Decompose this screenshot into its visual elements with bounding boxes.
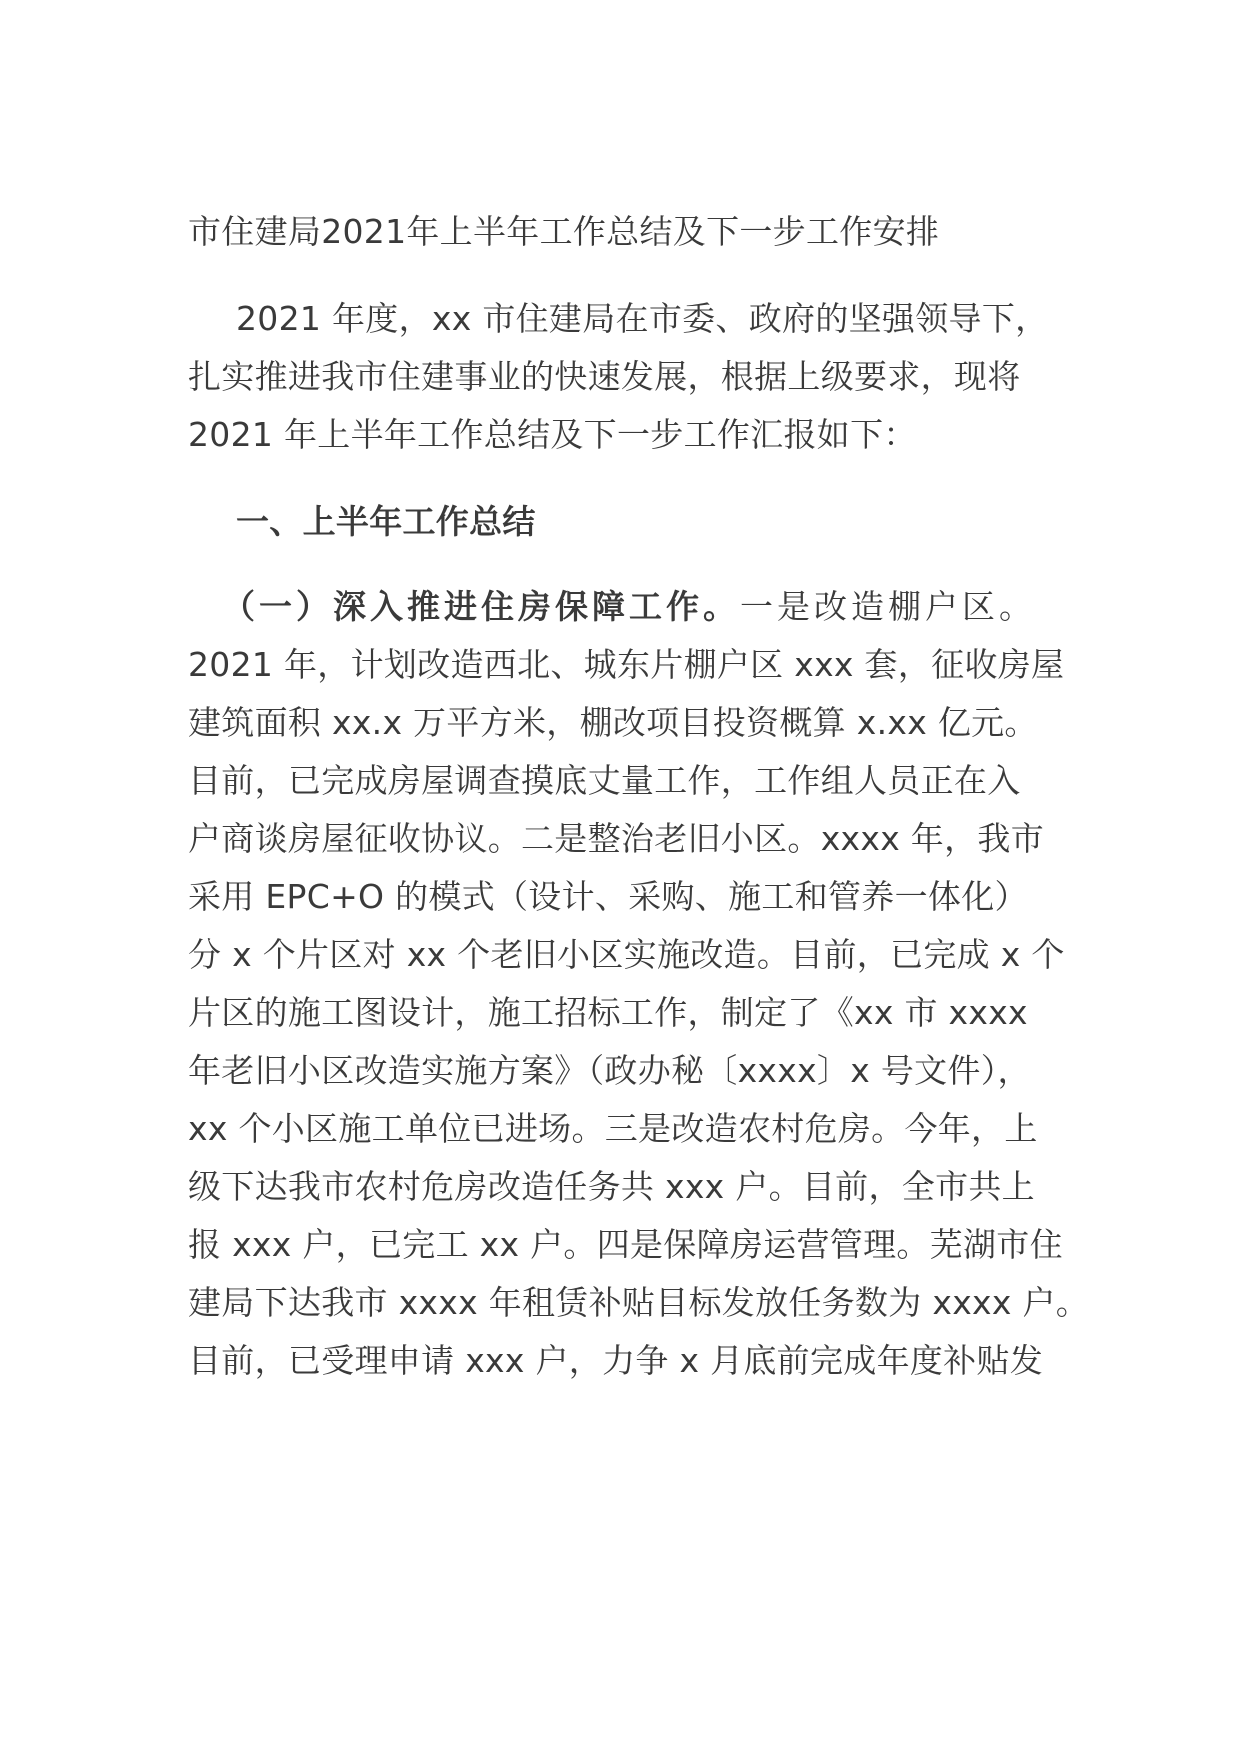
body-line: 建筑面积 xx.x 万平方米，棚改项目投资概算 x.xx 亿元。 <box>188 703 1038 742</box>
section-heading: 一、上半年工作总结 <box>236 502 536 541</box>
body-line: 报 xxx 户，已完工 xx 户。四是保障房运营管理。芜湖市住 <box>188 1225 1063 1264</box>
intro-line-2: 扎实推进我市住建事业的快速发展，根据上级要求，现将 <box>188 357 1021 396</box>
body-line: 年老旧小区改造实施方案》（政办秘〔xxxx〕x 号文件）， <box>188 1051 1031 1090</box>
intro-line-1: 2021 年度，xx 市住建局在市委、政府的坚强领导下， <box>236 299 1049 338</box>
intro-line-3: 2021 年上半年工作总结及下一步工作汇报如下： <box>188 415 917 454</box>
body-line: 分 x 个片区对 xx 个老旧小区实施改造。目前，已完成 x 个 <box>188 935 1065 974</box>
body-line: 目前，已受理申请 xxx 户，力争 x 月底前完成年度补贴发 <box>188 1341 1044 1380</box>
body-line: xx 个小区施工单位已进场。三是改造农村危房。今年，上 <box>188 1109 1038 1148</box>
body-line: 级下达我市农村危房改造任务共 xxx 户。目前，全市共上 <box>188 1167 1035 1206</box>
body-line: 目前，已完成房屋调查摸底丈量工作，工作组人员正在入 <box>188 761 1021 800</box>
subsection-heading: （一）深入推进住房保障工作。 <box>222 587 740 626</box>
body-line: 采用 EPC+O 的模式（设计、采购、施工和管养一体化） <box>188 877 1028 916</box>
body-line: 2021 年，计划改造西北、城东片棚户区 xxx 套，征收房屋 <box>188 645 1065 684</box>
document-title: 市住建局2021年上半年工作总结及下一步工作安排 <box>188 212 940 251</box>
body-line: 建局下达我市 xxxx 年租赁补贴目标发放任务数为 xxxx 户。 <box>188 1283 1090 1322</box>
subsection-first-line <box>222 585 1102 629</box>
subsection-first-line-text: 一是改造棚户区。 <box>740 587 1036 626</box>
body-line: 户商谈房屋征收协议。二是整治老旧小区。xxxx 年，我市 <box>188 819 1045 858</box>
body-line: 片区的施工图设计，施工招标工作，制定了《xx 市 xxxx <box>188 993 1028 1032</box>
